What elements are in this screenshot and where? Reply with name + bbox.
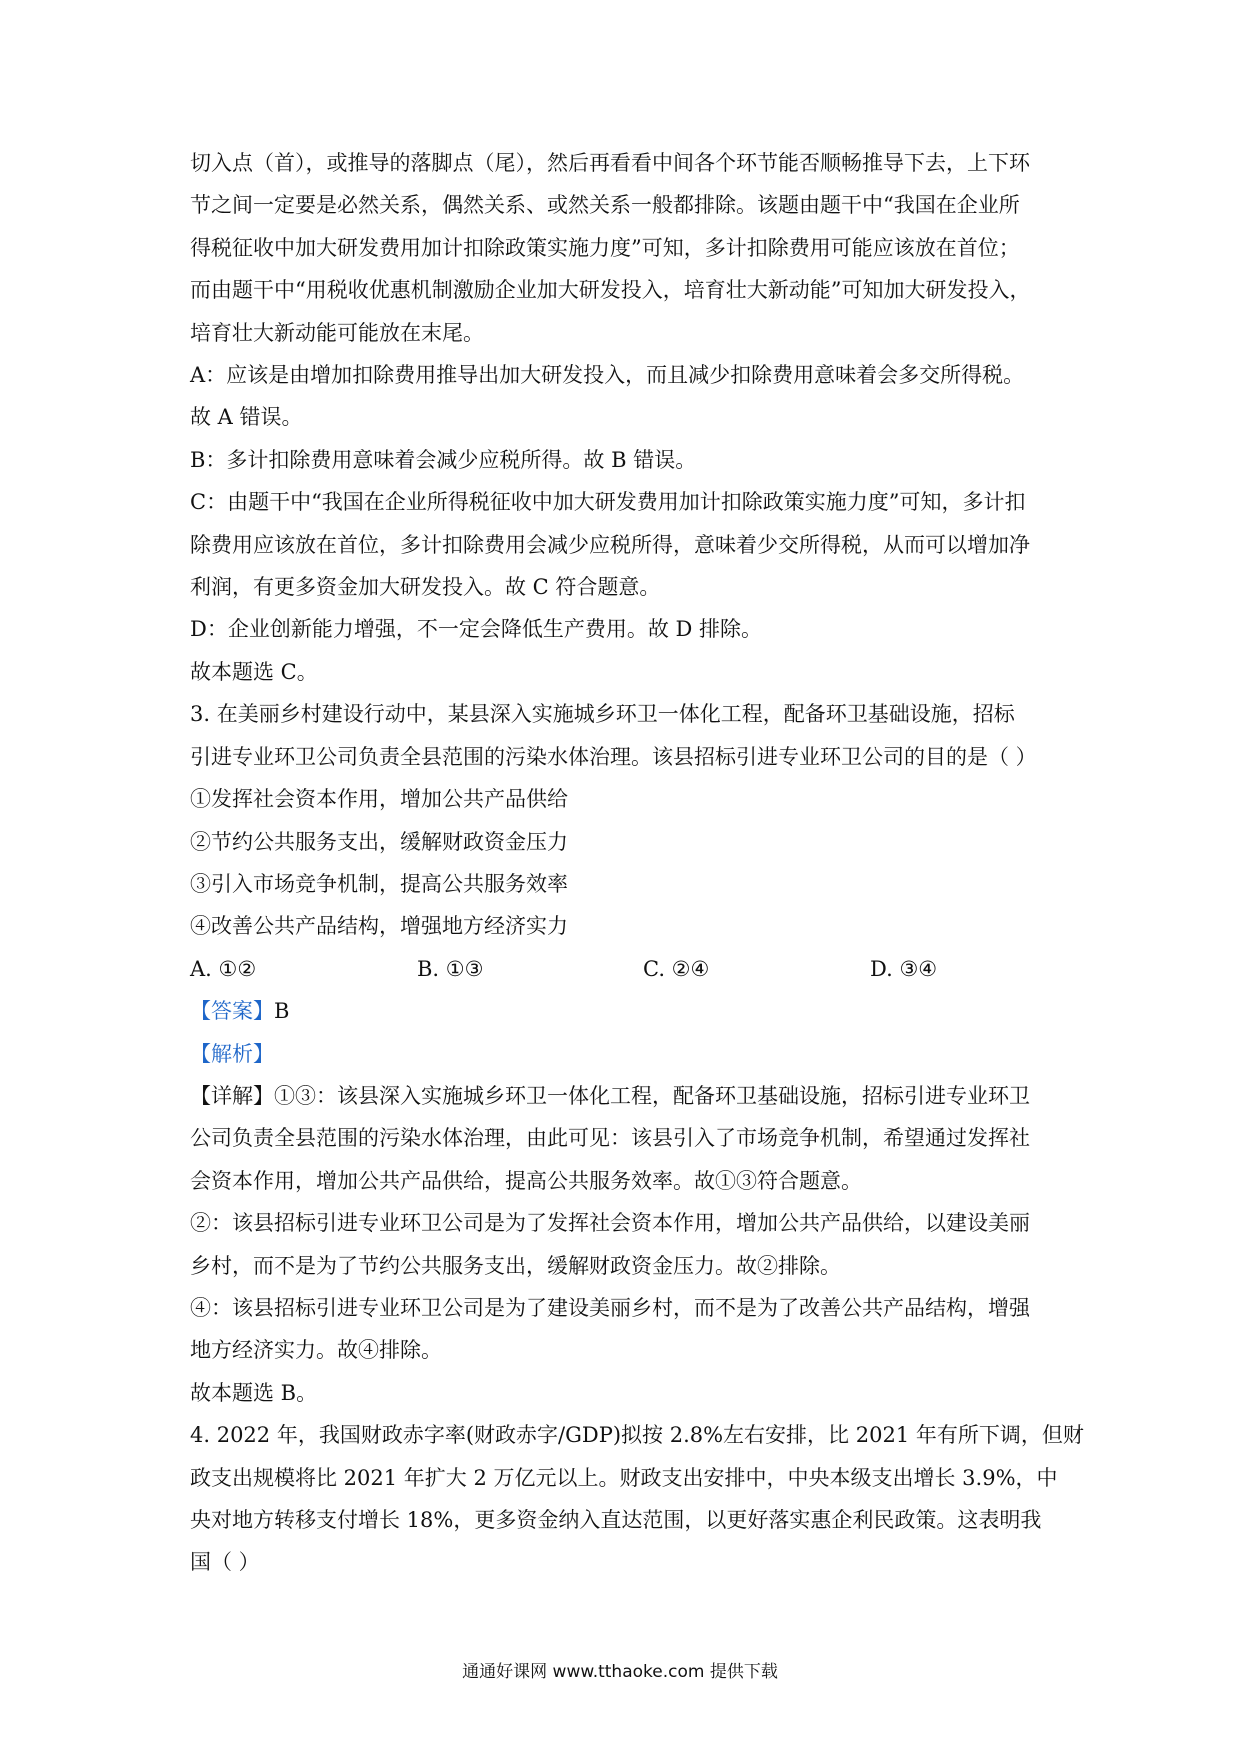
question-4	[190, 1414, 1084, 1584]
statement-item: ③引入市场竞争机制，提高公共服务效率	[190, 871, 568, 896]
question-3	[190, 693, 1070, 1414]
text-line: 除费用应该放在首位，多计扣除费用会减少应税所得，意味着少交所得税，从而可以增加净	[190, 532, 1030, 557]
question-stem-line: 3. 在美丽乡村建设行动中，某县深入实施城乡环卫一体化工程，配备环卫基础设施，招标	[190, 702, 1015, 727]
question-stem-line: 政支出规模将比 2021 年扩大 2 万亿元以上。财政支出安排中，中央本级支出增长 3.9%，中	[190, 1465, 1058, 1490]
explain-line: 地方经济实力。故④排除。	[190, 1338, 442, 1363]
explain-line	[190, 1075, 1070, 1117]
text-line: 故 A 错误。	[190, 405, 303, 430]
option-b: B. ①③	[417, 956, 484, 981]
text-line: A：应该是由增加扣除费用推导出加大研发投入，而且减少扣除费用意味着会多交所得税。	[190, 363, 1025, 388]
question-stem-line: 4. 2022 年，我国财政赤字率(财政赤字/GDP)拟按 2.8%左右安排，比 2021 年有所下调，但财	[190, 1423, 1084, 1448]
text-line: D：企业创新能力增强，不一定会降低生产费用。故 D 排除。	[190, 617, 763, 642]
text-line: 切入点（首），或推导的落脚点（尾），然后再看看中间各个环节能否顺畅推导下去，上下环	[190, 151, 1030, 175]
text-line: 得税征收中加大研发费用加计扣除政策实施力度”可知，多计扣除费用可能应该放在首位；	[190, 235, 1020, 260]
question-stem-line: 引进专业环卫公司负责全县范围的污染水体治理。该县招标引进专业环卫公司的目的是（ ）	[190, 744, 1037, 769]
option-d: D. ③④	[870, 956, 938, 981]
analysis-heading	[190, 1033, 1070, 1075]
text-line: 利润，有更多资金加大研发投入。故 C 符合题意。	[190, 575, 661, 600]
answer-value: B	[274, 999, 290, 1024]
question-stem-line: 国（ ）	[190, 1550, 260, 1575]
detail-tag: 【详解】	[190, 1083, 274, 1108]
explain-line: ②：该县招标引进专业环卫公司是为了发挥社会资本作用，增加公共产品供给，以建设美丽	[190, 1211, 1030, 1236]
option-c: C. ②④	[643, 956, 710, 981]
explain-line: 乡村，而不是为了节约公共服务支出，缓解财政资金压力。故②排除。	[190, 1253, 841, 1278]
text-line: 故本题选 C。	[190, 659, 318, 684]
explain-line: ④：该县招标引进专业环卫公司是为了建设美丽乡村，而不是为了改善公共产品结构，增强	[190, 1295, 1030, 1320]
text-line: 而由题干中“用税收优惠机制激励企业加大研发投入，培育壮大新动能”可知加大研发投入，	[190, 278, 1031, 303]
explain-line: 会资本作用，增加公共产品供给，提高公共服务效率。故①③符合题意。	[190, 1168, 862, 1193]
answer-tag: 【答案】	[190, 999, 274, 1024]
statement-item: ①发挥社会资本作用，增加公共产品供给	[190, 787, 568, 812]
question-stem-line: 央对地方转移支付增长 18%，更多资金纳入直达范围，以更好落实惠企利民政策。这表明我	[190, 1507, 1042, 1532]
answer-line	[190, 990, 1070, 1032]
option-a: A. ①②	[190, 956, 257, 981]
text-line: 培育壮大新动能可能放在末尾。	[190, 320, 484, 345]
answer-options	[190, 948, 1070, 990]
statement-item: ④改善公共产品结构，增强地方经济实力	[190, 914, 568, 939]
explain-text: ①③：该县深入实施城乡环卫一体化工程，配备环卫基础设施，招标引进专业环卫	[274, 1083, 1030, 1108]
text-line: C：由题干中“我国在企业所得税征收中加大研发费用加计扣除政策实施力度”可知，多计扣	[190, 490, 1026, 515]
explain-line: 公司负责全县范围的污染水体治理，由此可见：该县引入了市场竞争机制，希望通过发挥社	[190, 1126, 1030, 1151]
analysis-tag: 【解析】	[190, 1041, 274, 1066]
statement-item: ②节约公共服务支出，缓解财政资金压力	[190, 829, 568, 854]
analysis-continuation	[190, 142, 1070, 693]
page-content	[190, 142, 1084, 1584]
explain-line: 故本题选 B。	[190, 1380, 318, 1405]
page-footer: 通通好课网 www.tthaoke.com 提供下载	[462, 1662, 778, 1682]
text-line: B：多计扣除费用意味着会减少应税所得。故 B 错误。	[190, 447, 697, 472]
text-line: 节之间一定要是必然关系，偶然关系、或然关系一般都排除。该题由题干中“我国在企业所	[190, 193, 1020, 218]
